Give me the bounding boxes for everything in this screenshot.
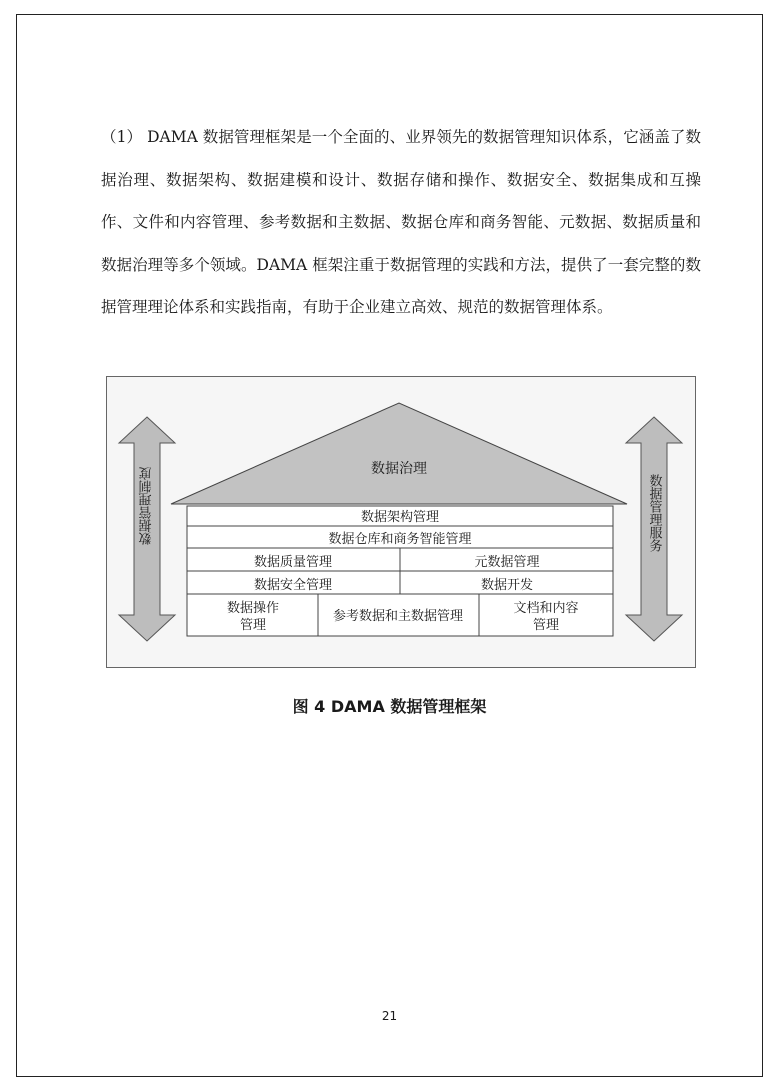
roof-label: 数据治理 [371, 461, 427, 477]
cell-documents-line2: 管理 [532, 618, 560, 633]
left-arrow-label: 数据管理制度 [139, 467, 155, 545]
cell-operations-line2: 管理 [239, 618, 267, 633]
roof-triangle [171, 403, 627, 504]
dama-framework-diagram [107, 377, 695, 667]
row-architecture: 数据架构管理 [360, 510, 440, 525]
right-arrow-label: 数据管理服务 [646, 474, 662, 552]
row-warehouse: 数据仓库和商务智能管理 [328, 532, 472, 547]
cell-documents-line1: 文档和内容 [513, 601, 579, 616]
cell-development: 数据开发 [480, 578, 534, 593]
cell-quality: 数据质量管理 [253, 555, 333, 570]
dama-framework-figure [106, 376, 696, 668]
cell-operations-line1: 数据操作 [226, 601, 280, 616]
cell-security: 数据安全管理 [253, 578, 333, 593]
page-number: 21 [381, 1009, 398, 1023]
cell-metadata: 元数据管理 [474, 555, 540, 570]
cell-reference: 参考数据和主数据管理 [332, 609, 464, 624]
body-paragraph: （1） DAMA 数据管理框架是一个全面的、业界领先的数据管理知识体系，它涵盖了数据治理、数据架构、数据建模和设计、数据存储和操作、数据安全、数据集成和互操作、文件和内容管理、参考数据和主数据、数据仓库和商务智能、元数据、数据质量和数据治理等多个领域。DAMA 框架注重于数据管理的实践和方法，提供了一套完整的数据管理理论体系和实践指南，有助于企业建立高效、规范的数据管理体系。 [101, 128, 701, 316]
figure-caption: 图 4 DAMA 数据管理框架 [292, 697, 487, 716]
